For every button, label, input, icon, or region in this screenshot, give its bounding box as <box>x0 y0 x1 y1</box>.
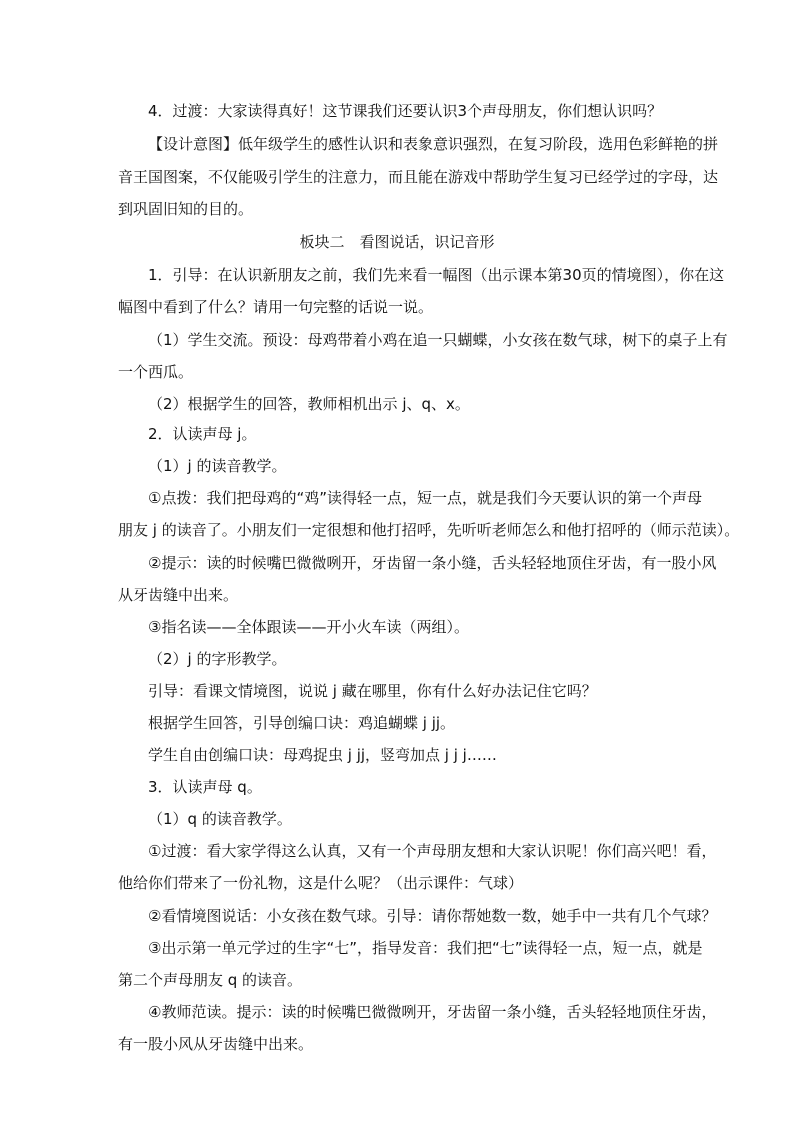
step1-sub1-line-2: 一个西瓜。 <box>118 363 194 381</box>
step3-point4-line-2: 有一股小风从牙齿缝中出来。 <box>118 1035 314 1053</box>
design-intent-line-2: 音王国图案，不仅能吸引学生的注意力，而且能在游戏中帮助学生复习已经学过的字母，达 <box>118 168 719 186</box>
step3-point4-line-1: ④教师范读。提示：读的时候嘴巴微微咧开，牙齿留一条小缝，舌头轻轻地顶住牙齿， <box>148 1003 717 1021</box>
step3-point3-line-1: ③出示第一单元学过的生字“七”，指导发音：我们把“七”读得轻一点，短一点，就是 <box>148 939 703 957</box>
step3-point3-line-2: 第二个声母朋友 q 的读音。 <box>118 971 303 989</box>
design-intent-line-3: 到巩固旧知的目的。 <box>118 200 254 218</box>
step3-point1-line-1: ①过渡：看大家学得这么认真，又有一个声母朋友想和大家认识呢！你们高兴吧！看， <box>148 842 717 860</box>
step2-rhyme-free: 学生自由创编口诀：母鸡捉虫 j jj，竖弯加点 j j j…… <box>148 746 497 764</box>
step2-sub1: （1）j 的读音教学。 <box>148 457 287 475</box>
step2-rhyme-guide: 根据学生回答，引导创编口诀：鸡追蝴蝶 j jj。 <box>148 714 456 732</box>
step3-point1-line-2: 他给你们带来了一份礼物，这是什么呢？（出示课件：气球） <box>118 874 524 892</box>
step2-point1-line-2: 朋友 j 的读音了。小朋友们一定很想和他打招呼，先听听老师怎么和他打招呼的（师示范读）。 <box>118 521 740 539</box>
design-intent-line-1: 【设计意图】低年级学生的感性认识和表象意识强烈，在复习阶段，选用色彩鲜艳的拼 <box>148 135 719 153</box>
step3-sub1: （1）q 的读音教学。 <box>148 810 292 828</box>
step2-point2-line-2: 从牙齿缝中出来。 <box>118 586 239 604</box>
step2-guide: 引导：看课文情境图，说说 j 藏在哪里，你有什么好办法记住它吗？ <box>148 682 597 700</box>
step1-sub1-line-1: （1）学生交流。预设：母鸡带着小鸡在追一只蝴蝶，小女孩在数气球，树下的桌子上有 <box>148 331 728 349</box>
section-heading: 板块二 看图说话，识记音形 <box>299 233 495 251</box>
step3-point2: ②看情境图说话：小女孩在数气球。引导：请你帮她数一数，她手中一共有几个气球？ <box>148 907 717 925</box>
step2-heading: 2．认读声母 j。 <box>148 425 257 443</box>
step3-heading: 3．认读声母 q。 <box>148 778 262 796</box>
paragraph-transition: 4．过渡：大家读得真好！这节课我们还要认识3个声母朋友，你们想认识吗？ <box>148 102 663 120</box>
step1-sub2: （2）根据学生的回答，教师相机出示 j、q、x。 <box>148 395 470 413</box>
step2-point3: ③指名读——全体跟读——开小火车读（两组）。 <box>148 618 469 636</box>
step2-point1-line-1: ①点拨：我们把母鸡的“鸡”读得轻一点，短一点，就是我们今天要认识的第一个声母 <box>148 489 702 507</box>
step2-point2-line-1: ②提示：读的时候嘴巴微微咧开，牙齿留一条小缝，舌头轻轻地顶住牙齿，有一股小风 <box>148 554 717 572</box>
step2-sub2: （2）j 的字形教学。 <box>148 650 287 668</box>
step1-line-1: 1．引导：在认识新朋友之前，我们先来看一幅图（出示课本第30页的情境图），你在这 <box>148 266 725 284</box>
step1-line-2: 幅图中看到了什么？请用一句完整的话说一说。 <box>118 298 434 316</box>
